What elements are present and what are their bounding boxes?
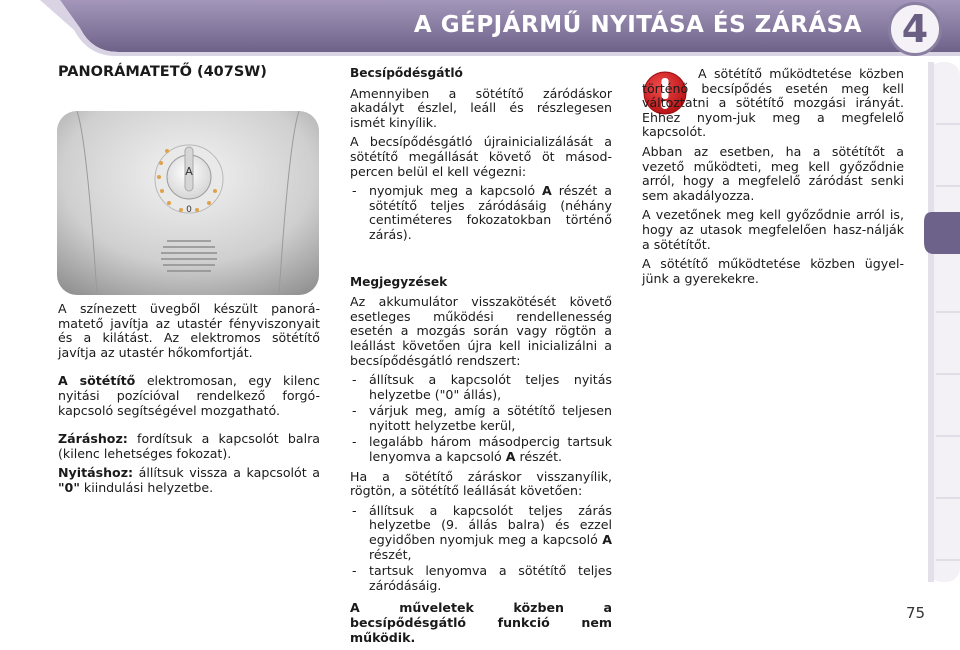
zarashoz-paragraph [58,432,320,461]
list-item: - legalább három másodpercig tartsuk lenyomva a kapcsoló A részét. [350,435,612,464]
intro-paragraph: A színezett üvegből készült panorá-matető javítja az utastér fényviszonyait és a kilátást. Az elektromos sötétítő javítja az utastér hőkomfortját. [58,301,320,360]
list-item: - állítsuk a kapcsolót teljes zárás helyzetbe (9. állás balra) és ezzel egyidőben nyomjuk meg a kapcsoló A részét, [350,504,612,562]
heading-megjegyzesek: Megjegyzések [350,274,448,289]
switch-photo [57,111,319,295]
middle-column [350,66,612,650]
heading-becsipodesgatlo: Becsípődésgátló [350,66,463,80]
final-warning-text: A műveletek közben a becsípődésgátló funkció nem működik. [350,600,612,645]
section-title: PANORÁMATETŐ (407SW) [58,64,267,80]
close-list [350,504,612,594]
sotetito-text: elektromosan, egy kilenc nyitási pozícióval rendelkező forgó-kapcsoló segítségével mozgatható. [58,373,320,418]
chapter-side-tabs [924,62,960,582]
right-paragraph-2: Abban az esetben, ha a sötétítőt a vezető működteti, meg kell győződnie arról, hogy a megfelelő záródást senki sem akadályozza. [642,143,904,203]
nyitashoz-paragraph [58,466,320,495]
list-item: - nyomjuk meg a kapcsoló A részét a sötétítő teljes záródásáig (néhány centiméteres fokozatokban történő zárás). [350,184,612,242]
warning-paragraph: A sötétítő működtetése közben történő becsípődés esetén meg kell változtatni a sötétítő mozgási irányát. Ehhez nyom-juk meg a megfelelő kapcsolót. [642,66,904,140]
switch-label-zero: 0 [186,205,192,215]
chapter-title: A GÉPJÁRMŰ NYITÁSA ÉS ZÁRÁSA [413,12,862,38]
zarashoz-text: fordítsuk a kapcsolót balra (kilenc lehetséges fokozat). [58,431,320,461]
nyitashoz-text-b: kiindulási helyzetbe. [83,479,214,495]
list-item: - tartsuk lenyomva a sötétítő teljes záródásáig. [350,564,612,593]
nyitashoz-label: Nyitáshoz: [58,465,134,481]
battery-list [350,373,612,465]
nyitashoz-zero: "0" [58,479,80,495]
nyitashoz-text-a: állítsuk vissza a kapcsolót a [138,465,320,481]
right-paragraph-4: A sötétítő működtetése közben ügyel-jünk a gyerekekre. [642,256,904,286]
switch-label-a: A [185,165,193,178]
chapter-number-badge: 4 [888,2,942,56]
list-item: - állítsuk a kapcsolót teljes nyitás helyzetbe ("0" állás), [350,373,612,402]
middle-paragraph-1: Amennyiben a sötétítő záródáskor akadályt észlel, leáll és részlegesen ismét kinyílik. [350,85,612,130]
zarashoz-label: Záráshoz: [58,431,128,447]
left-column [58,302,320,501]
page-number: 75 [906,604,926,622]
right-paragraph-3: A vezetőnek meg kell győződnie arról is, hogy az utasok megfelelően hasz-nálják a sötétítőt. [642,207,904,252]
sotetito-label: A sötétítő [58,373,136,389]
middle-paragraph-4: Ha a sötétítő záráskor visszanyílik, rögtön, a sötétítő leállását követően: [350,468,612,499]
middle-paragraph-2: A becsípődésgátló újrainicializálását a sötétítő megállását követő öt másod-percen belül el kell végezni: [350,134,612,179]
sotetito-paragraph [58,374,320,418]
right-column [642,67,904,291]
list-item: - várjuk meg, amíg a sötétítő teljesen nyitott helyzetbe kerül, [350,404,612,433]
reinit-list [350,184,612,242]
middle-paragraph-3: Az akkumulátor visszakötését követő esetleges működési rendellenesség esetén a mozgás során vagy rögtön a leállást követően újra kell inicializálni a becsípődésgátló rendszert: [350,294,612,368]
